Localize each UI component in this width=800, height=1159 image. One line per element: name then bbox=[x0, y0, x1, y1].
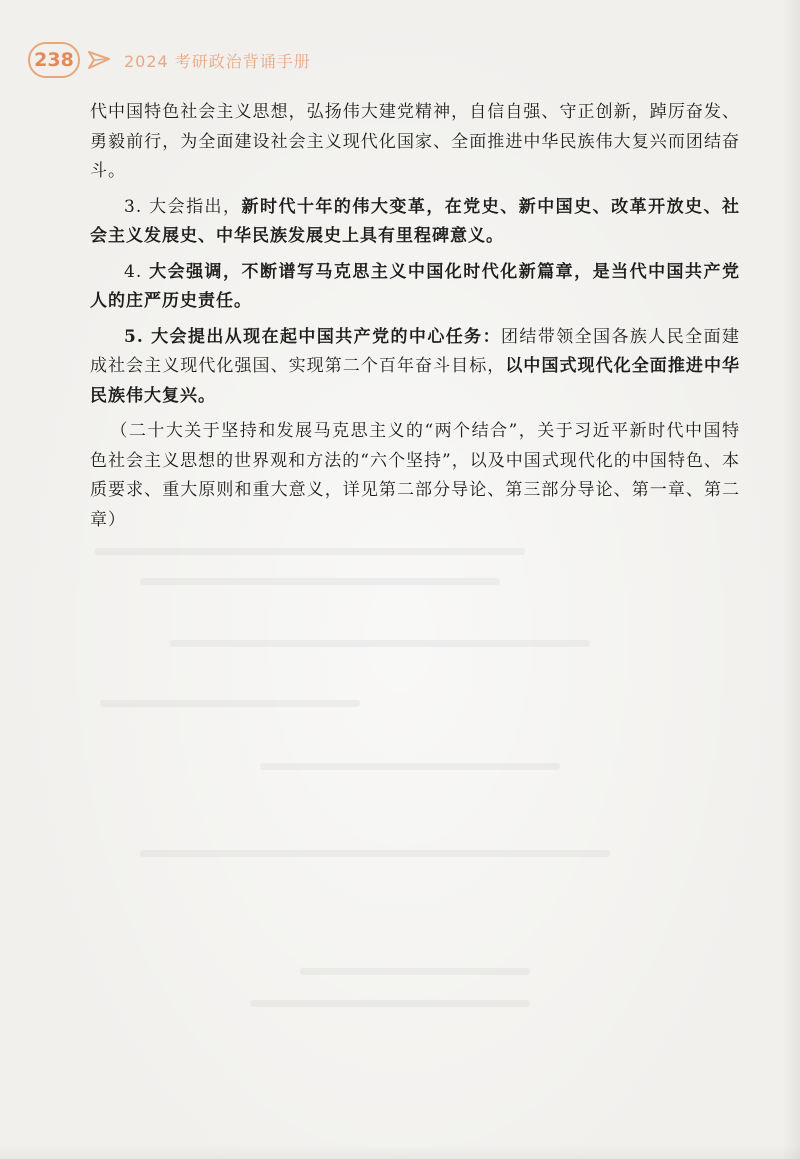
bleed-through-mark bbox=[140, 850, 610, 857]
point-5-bold-tail: 以中国式现代化全面推进中华民族伟大复兴。 bbox=[90, 356, 741, 406]
paragraph-note: （二十大关于坚持和发展马克思主义的“两个结合”，关于习近平新时代中国特色社会主义思想的世界观和方法的“六个坚持”，以及中国式现代化的中国特色、本质要求、重大原则和重大意义，详见第二部分导论、第三部分导论、第一章、第二章） bbox=[90, 421, 740, 530]
paragraph-continuation: 代中国特色社会主义思想，弘扬伟大建党精神，自信自强、守正创新，踔厉奋发、勇毅前行，为全面建设社会主义现代化国家、全面推进中华民族伟大复兴而团结奋斗。 bbox=[90, 102, 740, 181]
point-3-bold: 新时代十年的伟大变革，在党史、新中国史、改革开放史、社会主义发展史、中华民族发展史上具有里程碑意义。 bbox=[90, 196, 741, 246]
paragraph-point-5 bbox=[90, 323, 740, 412]
page-header bbox=[28, 40, 311, 80]
bleed-through-mark bbox=[250, 1000, 530, 1007]
bleed-through-mark bbox=[95, 548, 525, 555]
page-number-badge bbox=[28, 42, 80, 78]
bleed-through-mark bbox=[170, 640, 590, 647]
paragraph-point-4 bbox=[90, 258, 740, 317]
point-5-middle: 团结带领全国各族人民全面建成社会主义现代化强国、实现第二个百年奋斗目标， bbox=[90, 326, 740, 376]
scan-edge-shadow bbox=[782, 0, 800, 1159]
point-4-bold: 大会强调，不断谱写马克思主义中国化时代化新篇章，是当代中国共产党人的庄严历史责任。 bbox=[90, 261, 741, 311]
page-number: 238 bbox=[34, 49, 74, 71]
bleed-through-mark bbox=[100, 700, 360, 707]
scan-bottom-shadow bbox=[0, 1145, 800, 1159]
bleed-through-mark bbox=[300, 968, 530, 975]
paper-plane-icon bbox=[88, 50, 110, 70]
point-3-prefix: 3. 大会指出， bbox=[124, 196, 242, 217]
page-body bbox=[90, 98, 740, 535]
bleed-through-mark bbox=[260, 763, 560, 770]
point-4-prefix: 4. bbox=[124, 261, 150, 282]
point-5-bold-lead: 5. 大会提出从现在起中国共产党的中心任务： bbox=[124, 326, 501, 347]
book-title: 2024 考研政治背诵手册 bbox=[124, 51, 311, 71]
paragraph-point-3 bbox=[90, 193, 740, 252]
bleed-through-mark bbox=[140, 578, 500, 585]
